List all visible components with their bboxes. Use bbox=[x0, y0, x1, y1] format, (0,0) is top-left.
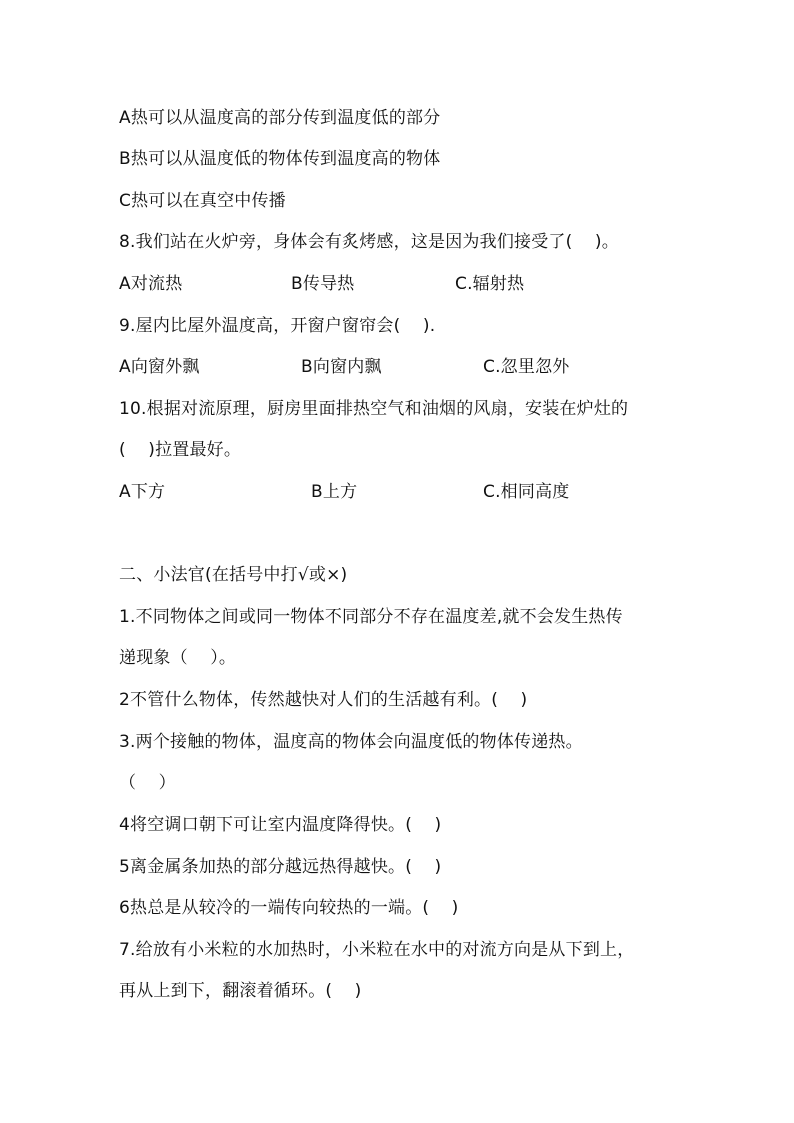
q9-option-a: A向窗外飘 bbox=[119, 357, 200, 377]
q10-option-b: B上方 bbox=[311, 482, 358, 502]
tf-item-7-line1: 7.给放有小米粒的水加热时，小米粒在水中的对流方向是从下到上， bbox=[119, 940, 635, 960]
q7-option-b: B热可以从温度低的物体传到温度高的物体 bbox=[119, 149, 441, 169]
tf-item-3-line2: （ ） bbox=[119, 773, 176, 793]
q9-option-b: B向窗内飘 bbox=[301, 357, 382, 377]
tf-item-3-line1: 3.两个接触的物体，温度高的物体会向温度低的物体传递热。 bbox=[119, 732, 583, 752]
q10-option-a: A下方 bbox=[119, 482, 166, 502]
q9-option-c: C.忽里忽外 bbox=[483, 357, 570, 377]
q10-option-c: C.相同高度 bbox=[483, 482, 570, 502]
q7-option-a: A热可以从温度高的部分传到温度低的部分 bbox=[119, 108, 441, 128]
q9-question: 9.屋内比屋外温度高，开窗户窗帘会( ). bbox=[119, 316, 436, 336]
tf-item-1-line2: 递现象（ ）。 bbox=[119, 648, 237, 668]
tf-item-2: 2不管什么物体，传然越快对人们的生活越有利。( ) bbox=[119, 690, 528, 710]
q10-question-line1: 10.根据对流原理，厨房里面排热空气和油烟的风扇，安装在炉灶的 bbox=[119, 399, 629, 419]
tf-item-4: 4将空调口朝下可让室内温度降得快。( ) bbox=[119, 815, 442, 835]
q10-question-line2: ( )拉置最好。 bbox=[119, 440, 242, 460]
q8-option-b: B传导热 bbox=[291, 274, 355, 294]
q7-option-c: C热可以在真空中传播 bbox=[119, 191, 286, 211]
tf-item-1-line1: 1.不同物体之间或同一物体不同部分不存在温度差,就不会发生热传 bbox=[119, 607, 623, 627]
tf-item-7-line2: 再从上到下，翻滚着循环。( ) bbox=[119, 981, 362, 1001]
q8-option-a: A对流热 bbox=[119, 274, 183, 294]
section2-heading: 二、小法官(在括号中打√或×) bbox=[119, 565, 348, 585]
q8-option-c: C.辐射热 bbox=[455, 274, 525, 294]
tf-item-6: 6热总是从较冷的一端传向较热的一端。( ) bbox=[119, 898, 459, 918]
q8-question: 8.我们站在火炉旁，身体会有炙烤感，这是因为我们接受了( )。 bbox=[119, 232, 619, 252]
tf-item-5: 5离金属条加热的部分越远热得越快。( ) bbox=[119, 857, 442, 877]
